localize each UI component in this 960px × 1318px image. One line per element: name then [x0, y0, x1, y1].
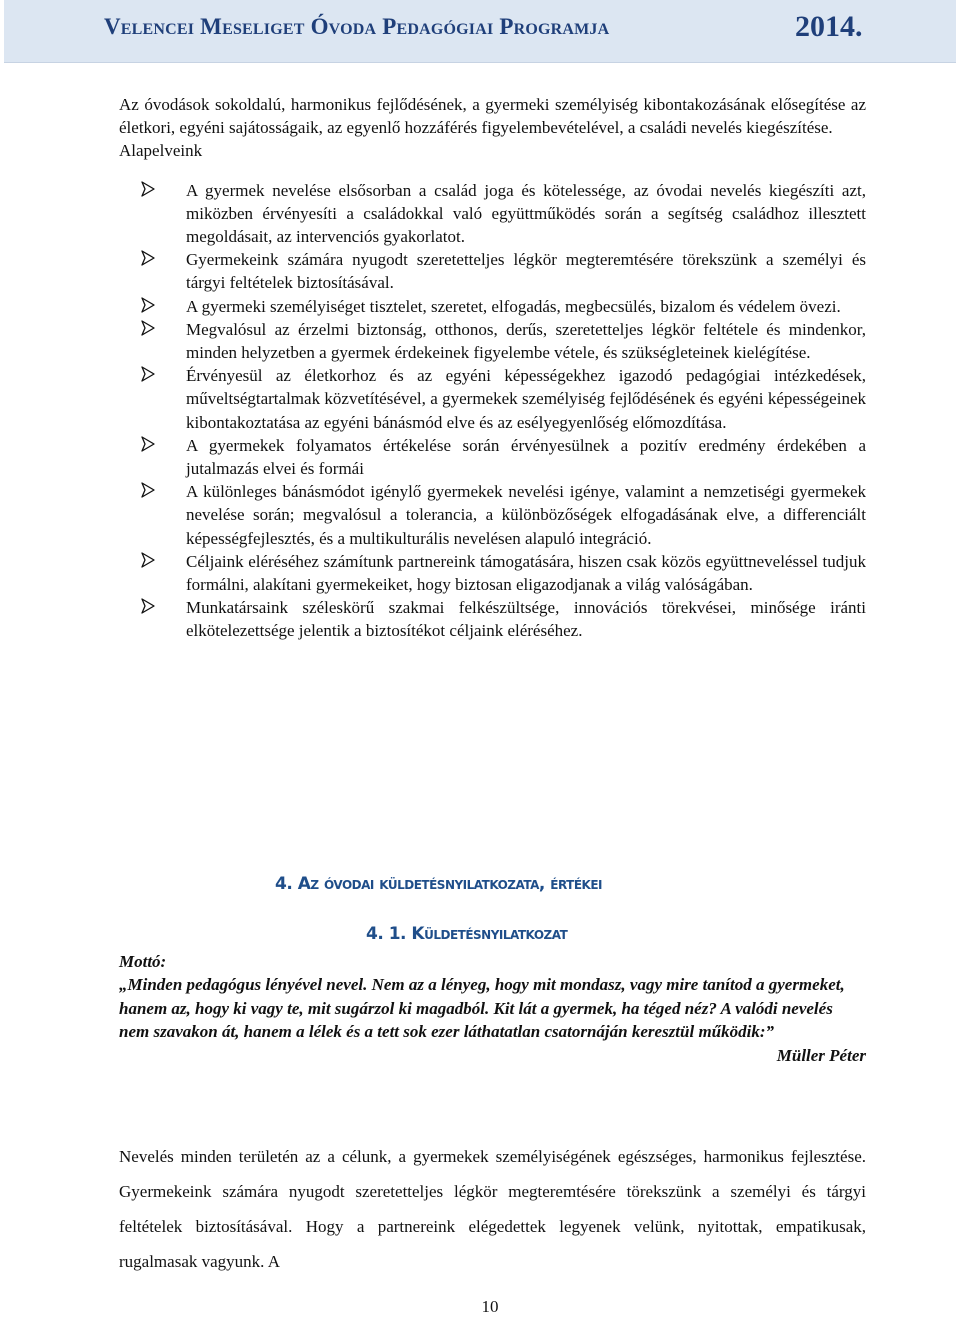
list-item-text: Munkatársaink széleskörű szakmai felkészültsége, innovációs törekvései, minősége iránti elkötelezettsége jelentik a biztosítékot céljaink eléréséhez.: [186, 598, 866, 641]
list-item-text: Gyermekeink számára nyugodt szeretetteljes légkör megteremtésére törekszünk a személyi és tárgyi feltételek biztosításával.: [186, 250, 866, 293]
list-item-text: Megvalósul az érzelmi biztonság, otthonos, derűs, szeretetteljes légkör feltétele és mindenkor, minden helyzetben a gyermek érdekeinek figyelembe vétele, és szükségleteinek kielégítése.: [186, 319, 866, 363]
list-item-text: Céljaink eléréséhez számítunk partnereink támogatására, hiszen csak közös együttneveléssel tudjuk formálni, alakítani gyermekeiket, hogy biztosan eligazodjanak a világ valóságában.: [186, 551, 866, 595]
motto-author: Müller Péter: [776, 1045, 866, 1065]
arrowhead-bullet-icon: [140, 482, 156, 498]
list-item: [119, 295, 866, 318]
arrowhead-bullet-icon: [140, 297, 156, 313]
list-item-text: A gyermeki személyiséget tisztelet, szeretet, elfogadás, megbecsülés, bizalom és védelem övezi.: [186, 296, 841, 316]
arrowhead-bullet-icon: [140, 598, 156, 614]
arrowhead-bullet-icon: [140, 320, 156, 336]
header-year: 2014.: [795, 10, 863, 43]
header-title: Velencei Meseliget Óvoda Pedagógiai Programja: [104, 14, 610, 39]
list-item-text: A gyermek nevelése elsősorban a család joga és kötelessége, az óvodai nevelés kiegészíti azt, miközben érvényesíti a családokkal való együttműködés során a segítség családhoz illesztett megoldásait, az intervenciós gyakorlatot.: [186, 180, 866, 247]
list-item-text: Érvényesül az életkorhoz és az egyéni képességekhez igazodó pedagógiai intézkedések, műveltségtartalmak közvetítésével, a gyermekek személyiség fejlődésének és egyéni képességeinek kibontakoztatása az egyéni bánásmód elve és az esélyegyenlőség előmozdítása.: [186, 366, 866, 432]
list-item: [119, 596, 866, 642]
motto-text: „Minden pedagógus lényével nevel. Nem az a lényeg, hogy mit mondasz, vagy mire tanítod a gyermeket, hanem az, hogy ki vagy te, mit sugárzol ki magadból. Kit lát a gyermek, ha téged néz? A valódi nevelés nem szavakon át, hanem a lélek és a tett sok ezer láthatatlan csatornáján keresztül működik:”: [119, 975, 845, 1042]
principles-list: [119, 179, 866, 643]
arrowhead-bullet-icon: [140, 366, 156, 382]
page-header: [4, 0, 956, 63]
arrowhead-bullet-icon: [140, 250, 156, 266]
list-item-text: A gyermekek folyamatos értékelése során érvényesülnek a pozitív eredmény érdekében a jutalmazás elvei és formái: [186, 435, 866, 479]
section-title: Az óvodai küldetésnyilatkozata, értékei: [297, 874, 603, 894]
closing-paragraph: Nevelés minden területén az a célunk, a gyermekek személyiségének egészséges, harmonikus fejlesztése. Gyermekeink számára nyugodt szeretetteljes légkör megteremtésére törekszünk a személyi és tárgyi feltételek biztosításával. Hogy a partnereink elégedettek legyenek velünk, nyitottak, empatikusak, rugalmasak vagyunk. A: [119, 1147, 866, 1271]
list-item: [119, 318, 866, 364]
motto-block: [119, 950, 866, 1067]
list-item-text: A különleges bánásmódot igénylő gyermekek nevelési igénye, valamint a nemzetiségi gyermekek nevelése során; megvalósul a tolerancia, a különbözőségek elfogadásának elve, a differenciált képességfejlesztés, és a multikulturális nevelésen alapuló integráció.: [186, 482, 866, 548]
page-number: 10: [481, 1297, 499, 1316]
list-item: [119, 248, 866, 294]
main-content: [119, 93, 866, 643]
arrowhead-bullet-icon: [140, 181, 156, 197]
list-item: [119, 364, 866, 434]
list-item: [119, 434, 866, 480]
subsection-heading: [366, 924, 567, 944]
subsection-number: 4. 1.: [366, 924, 406, 944]
subsection-title: Küldetésnyilatkozat: [411, 924, 568, 944]
list-item: [119, 179, 866, 249]
motto-label: Mottó:: [119, 952, 167, 971]
section-heading: [275, 874, 602, 894]
intro-paragraph: Az óvodások sokoldalú, harmonikus fejlődésének, a gyermeki személyiség kibontakozásának elősegítése az életkori, egyéni sajátosságaik, az egyenlő hozzáférés figyelembevételével, a családi nevelés kiegészítése.: [119, 95, 866, 138]
principles-heading: Alapelveink: [119, 141, 203, 161]
list-item: [119, 480, 866, 550]
arrowhead-bullet-icon: [140, 436, 156, 452]
list-item: [119, 550, 866, 596]
arrowhead-bullet-icon: [140, 552, 156, 568]
section-number: 4.: [275, 874, 293, 894]
